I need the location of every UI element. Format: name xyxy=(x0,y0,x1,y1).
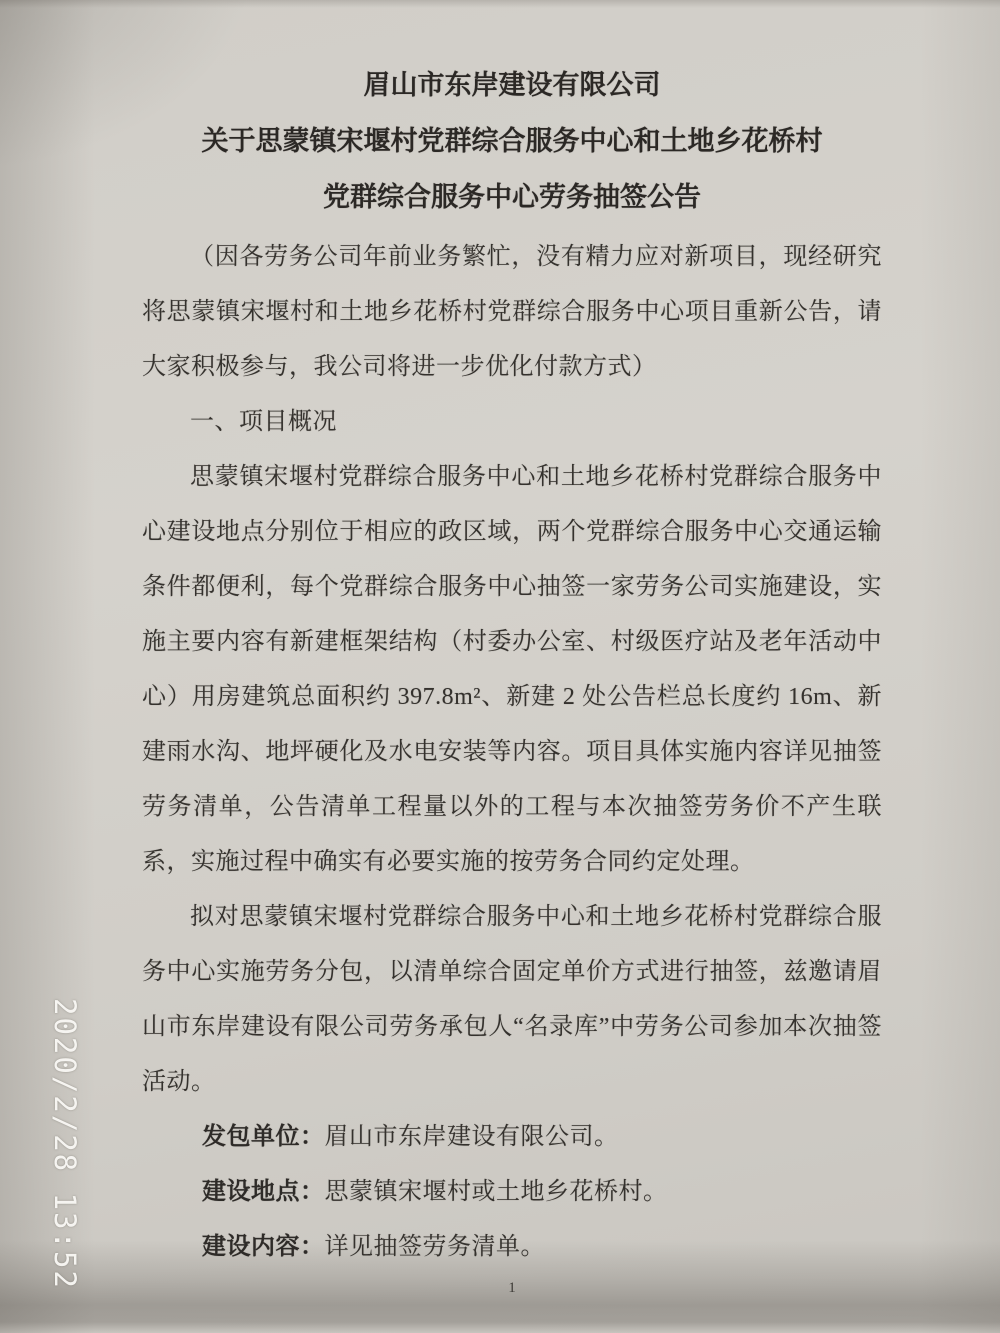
notice-title-block xyxy=(142,57,882,225)
detail-value-construction-site: 思蒙镇宋堰村或土地乡花桥村。 xyxy=(324,1179,668,1205)
detail-value-contracting-unit: 眉山市东岸建设有限公司。 xyxy=(324,1124,619,1150)
camera-timestamp: 2020/2/28 13:52 xyxy=(48,998,82,1290)
detail-row-construction-content xyxy=(142,1220,882,1275)
detail-label-construction-content: 建设内容： xyxy=(202,1234,325,1260)
page-number: 1 xyxy=(508,1280,516,1296)
detail-value-construction-content: 详见抽签劳务清单。 xyxy=(324,1234,545,1260)
detail-label-construction-site: 建设地点： xyxy=(202,1179,325,1205)
intro-note: （因各劳务公司年前业务繁忙，没有精力应对新项目，现经研究将思蒙镇宋堰村和土地乡花桥村党群综合服务中心项目重新公告，请大家积极参与，我公司将进一步优化付款方式） xyxy=(142,244,882,380)
project-overview-paragraph: 思蒙镇宋堰村党群综合服务中心和土地乡花桥村党群综合服务中心建设地点分别位于相应的政区域，两个党群综合服务中心交通运输条件都便利，每个党群综合服务中心抽签一家劳务公司实施建设，实施主要内容有新建框架结构（村委办公室、村级医疗站及老年活动中心）用房建筑总面积约 397.8m²、新建 2 处公告栏总长度约 16m、新建雨水沟、地坪硬化及水电安装等内容。项目具体实施内容详见抽签劳务清单，公告清单工程量以外的工程与本次抽签劳务价不产生联系，实施过程中确实有必要实施的按劳务合同约定处理。 xyxy=(142,464,882,875)
invitation-paragraph: 拟对思蒙镇宋堰村党群综合服务中心和土地乡花桥村党群综合服务中心实施劳务分包，以清单综合固定单价方式进行抽签，兹邀请眉山市东岸建设有限公司劳务承包人“名录库”中劳务公司参加本次抽签活动。 xyxy=(142,904,882,1095)
section-1-heading: 一、项目概况 xyxy=(190,409,337,435)
detail-row-contracting-unit xyxy=(142,1110,882,1165)
detail-row-construction-site xyxy=(142,1165,882,1220)
notice-title-line-2: 党群综合服务中心劳务抽签公告 xyxy=(323,182,701,212)
company-title: 眉山市东岸建设有限公司 xyxy=(363,70,661,100)
notice-body xyxy=(142,230,882,1275)
notice-title-line-1: 关于思蒙镇宋堰村党群综合服务中心和土地乡花桥村 xyxy=(201,126,823,156)
detail-label-contracting-unit: 发包单位： xyxy=(202,1124,325,1150)
